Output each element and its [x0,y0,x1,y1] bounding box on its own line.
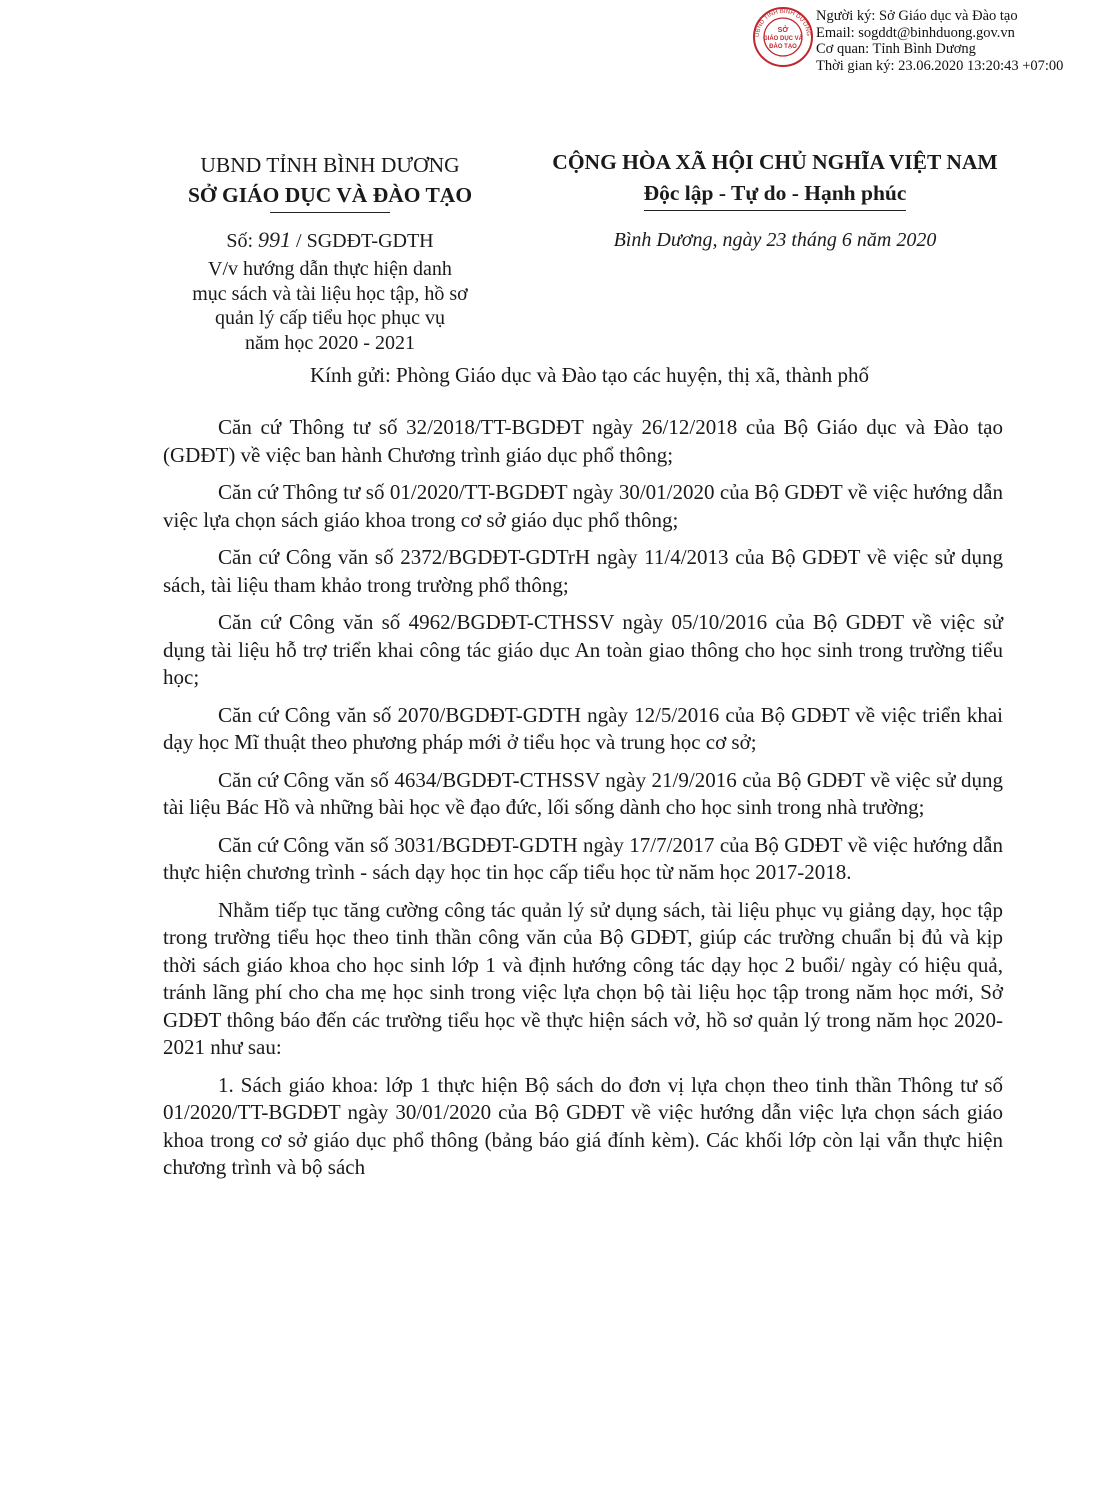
doc-number-suffix: / SGDĐT-GDTH [296,230,434,252]
national-header [505,147,1045,209]
document-date [540,228,1010,252]
body-paragraph: Căn cứ Công văn số 4634/BGDĐT-CTHSSV ngày 21/9/2016 của Bộ GDĐT về việc sử dụng tài liệu Bác Hồ và những bài học về đạo đức, lối sống dành cho học sinh trong nhà trường; [163,767,1003,819]
body-paragraph: 1. Sách giáo khoa: lớp 1 thực hiện Bộ sách do đơn vị lựa chọn theo tinh thần Thông tư số 01/2020/TT-BGDĐT ngày 30/01/2020 của Bộ GDĐT về việc hướng dẫn việc lựa chọn sách giáo khoa trong cơ sở giáo dục phổ thông (bảng báo giá đính kèm). Các khối lớp còn lại vẫn thực hiện chương trình và bộ sách [163,1072,1003,1179]
seal-line-3: ĐÀO TẠO [769,44,797,50]
official-seal-icon [752,6,814,68]
subject-line: quản lý cấp tiểu học phục vụ [215,307,445,329]
document-body [163,414,1003,1182]
issuer-org: UBND TỈNH BÌNH DƯƠNG [200,153,460,177]
issuer-header [160,150,500,210]
date-place: Bình Dương, ngày [613,229,762,251]
seal-line-2: GIÁO DỤC VÀ [762,36,804,42]
digital-signature [752,6,1092,78]
document-subject [160,257,500,355]
date-month-year: tháng 6 năm 2020 [791,229,937,251]
issuer-department: SỞ GIÁO DỤC VÀ ĐÀO TẠO [188,180,472,210]
signer-email: Email: sogddt@binhduong.gov.vn [816,24,1015,41]
body-paragraph: Nhằm tiếp tục tăng cường công tác quản lý sử dụng sách, tài liệu phục vụ giảng dạy, học tập trong trường tiểu học theo tinh thần công văn của Bộ GDĐT, giúp các trường chuẩn bị đủ và kịp thời sách giáo khoa cho học sinh lớp 1 và định hướng công tác dạy học 2 buổi/ ngày có hiệu quả, tránh lãng phí cho cha mẹ học sinh trong việc lựa chọn bộ tài liệu học tập trong năm học mới, Sở GDĐT thông báo đến các trường tiểu học về thực hiện sách vở, hồ sơ quản lý trong năm học 2020-2021 như sau: [163,897,1003,1059]
body-paragraph: Căn cứ Thông tư số 32/2018/TT-BGDĐT ngày 26/12/2018 của Bộ Giáo dục và Đào tạo (GDĐT) về việc ban hành Chương trình giáo dục phổ thông; [163,415,1003,467]
body-paragraph: Căn cứ Công văn số 3031/BGDĐT-GDTH ngày 17/7/2017 của Bộ GDĐT về việc hướng dẫn thực hiện chương trình - sách dạy học tin học cấp tiểu học từ năm học 2017-2018. [163,832,1003,884]
subject-line: năm học 2020 - 2021 [245,331,415,354]
body-paragraph: Căn cứ Thông tư số 01/2020/TT-BGDĐT ngày 30/01/2020 của Bộ GDĐT về việc hướng dẫn việc lựa chọn sách giáo khoa trong cơ sở giáo dục phổ thông; [163,480,1003,532]
subject-line: mục sách và tài liệu học tập, hồ sơ [192,282,468,305]
body-paragraph: Căn cứ Công văn số 4962/BGDĐT-CTHSSV ngày 05/10/2016 của Bộ GDĐT về việc sử dụng tài liệu hỗ trợ triển khai công tác giáo dục An toàn giao thông cho học sinh trong trường tiểu học; [163,610,1003,689]
country-name: CỘNG HÒA XÃ HỘI CHỦ NGHĨA VIỆT NAM [552,150,998,174]
signer-agency: Cơ quan: Tỉnh Bình Dương [816,41,976,57]
date-day-handwritten: 23 [766,229,787,251]
body-paragraph: Căn cứ Công văn số 2070/BGDĐT-GDTH ngày 12/5/2016 của Bộ GDĐT về việc triển khai dạy học Mĩ thuật theo phương pháp mới ở tiểu học và trung học cơ sở; [163,702,1003,754]
seal-line-1: SỞ [777,27,789,34]
national-motto: Độc lập - Tự do - Hạnh phúc [644,178,907,209]
signer: Người ký: Sở Giáo dục và Đào tạo [816,8,1018,24]
seal-ring-text: UBND TỈNH BÌNH DƯƠNG [754,8,812,38]
subject-line: V/v hướng dẫn thực hiện danh [208,258,452,280]
document-number [160,228,500,253]
signature-info [816,8,1063,74]
recipient: Kính gửi: Phòng Giáo dục và Đào tạo các huyện, thị xã, thành phố [310,363,870,387]
doc-number-prefix: Số: [226,230,254,252]
body-paragraph: Căn cứ Công văn số 2372/BGDĐT-GDTrH ngày 11/4/2013 của Bộ GDĐT về việc sử dụng sách, tài liệu tham khảo trong trường phổ thông; [163,545,1003,597]
doc-number-handwritten: 991 [258,227,292,252]
signing-time: Thời gian ký: 23.06.2020 13:20:43 +07:00 [816,57,1064,74]
